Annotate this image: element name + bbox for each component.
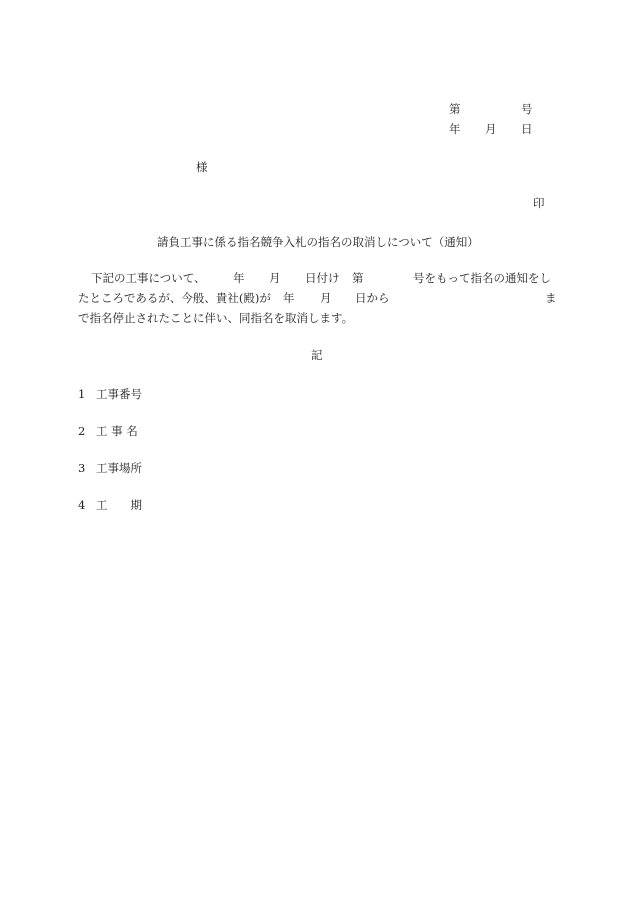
body-line2-month: 月	[320, 291, 332, 305]
document-title: 請負工事に係る指名競争入札の指名の取消しについて（通知）	[157, 235, 479, 249]
body-line1-day: 日付け	[305, 271, 340, 285]
date-day-label: 日	[521, 122, 533, 136]
item-label-project-number: 工事番号	[96, 387, 142, 401]
item-number: 3	[78, 461, 86, 475]
body-line2-end: ま	[545, 291, 557, 305]
item-number: 2	[78, 424, 86, 438]
body-line1-number-prefix: 第	[352, 271, 364, 285]
date-year-label: 年	[449, 122, 461, 136]
body-line2-year: 年	[283, 291, 295, 305]
body-line2-day: 日から	[355, 291, 390, 305]
body-line1-text: 下記の工事について、	[91, 271, 206, 285]
item-label-project-location: 工事場所	[96, 461, 142, 475]
body-line2-text: たところであるが、今般、貴社(殿)が	[78, 291, 271, 305]
doc-number-suffix: 号	[521, 102, 533, 116]
addressee-honorific: 様	[196, 160, 208, 174]
item-label-project-name: 工 事 名	[96, 424, 138, 438]
ki-heading: 記	[311, 348, 323, 362]
body-line1-month: 月	[269, 271, 281, 285]
date-month-label: 月	[485, 122, 497, 136]
body-line1-year: 年	[233, 271, 245, 285]
body-line3-text: で指名停止されたことに伴い、同指名を取消します。	[78, 311, 354, 325]
item-number: 4	[78, 498, 86, 512]
item-label-project-period: 工 期	[96, 498, 142, 512]
seal-mark: 印	[533, 196, 545, 210]
body-line1-rest: 号をもって指名の通知をし	[413, 271, 551, 285]
doc-number-prefix: 第	[449, 102, 461, 116]
item-number: 1	[78, 387, 86, 401]
